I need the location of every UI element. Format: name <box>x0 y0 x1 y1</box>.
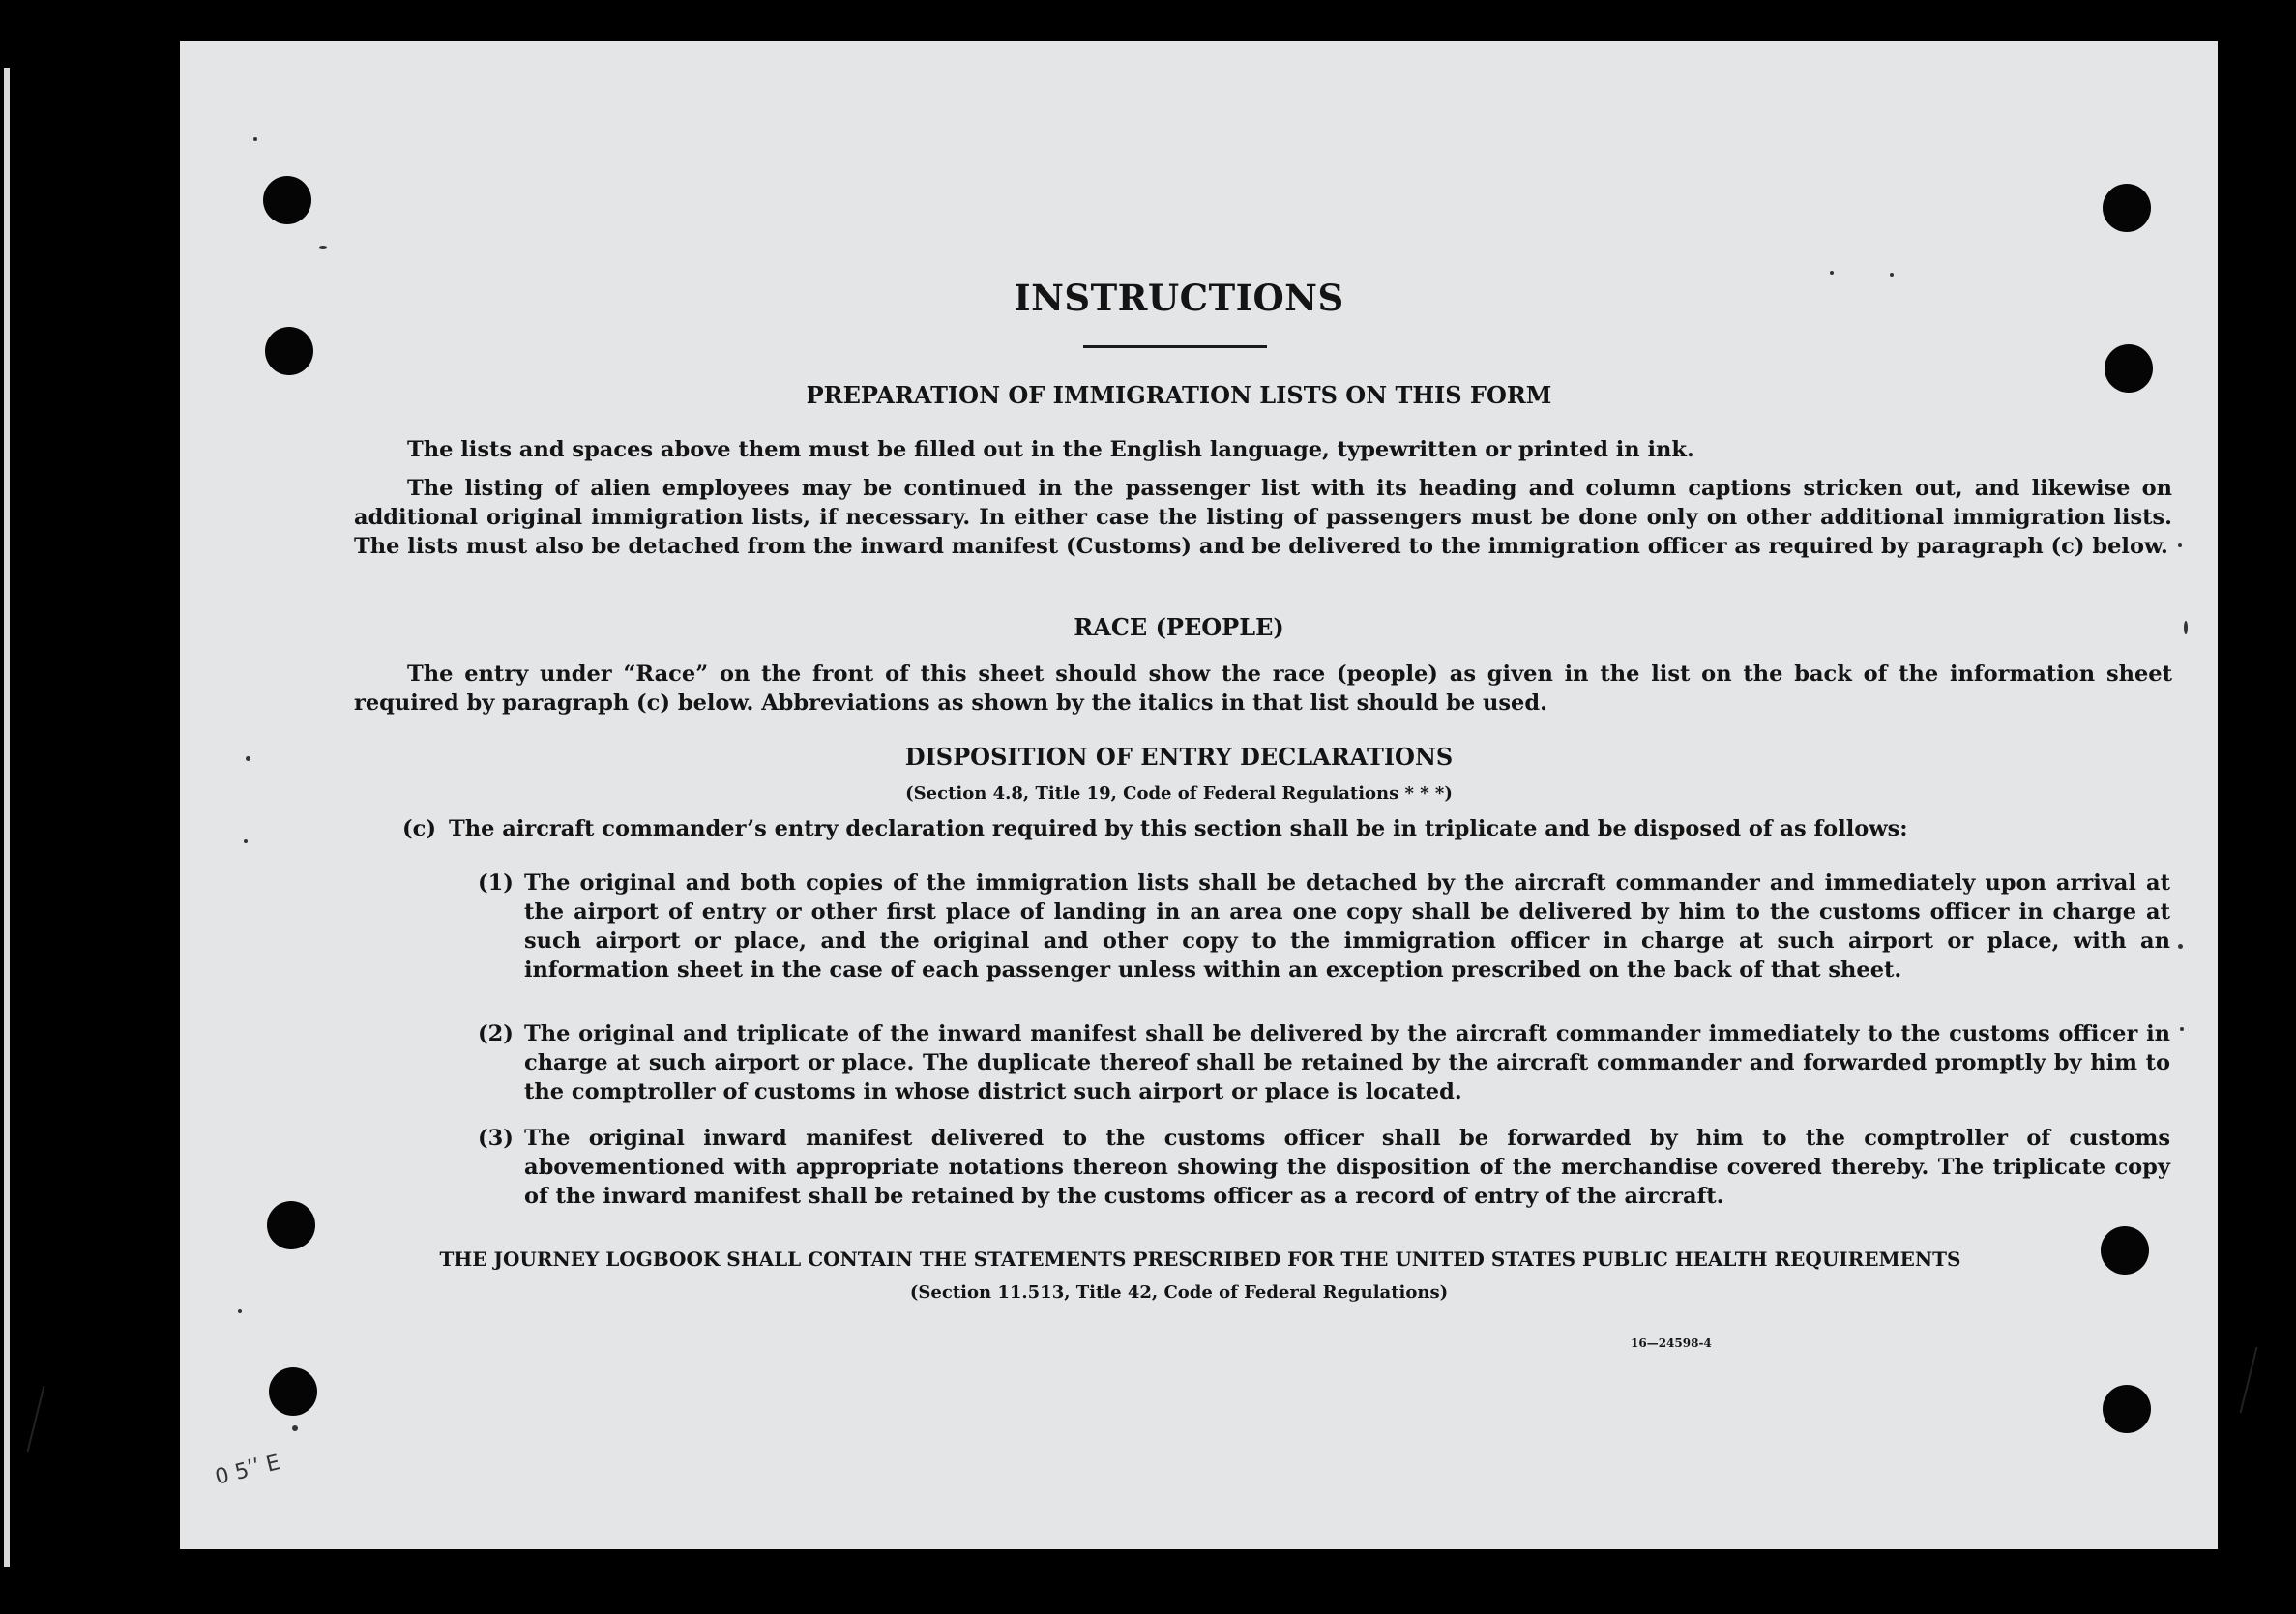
item-text: The original and both copies of the immigration lists shall be detached by the aircraft commander and immediately upon arrival at the airport of entry or other first place of landing in an area one copy shall be delivered by him to the customs officer in charge at such airport or place, and the original and other copy to the immigration officer in charge at such airport or place, with an information sheet in the case of each passenger unless within an exception prescribed on the back of that sheet. <box>524 870 2170 983</box>
disposition-citation: (Section 4.8, Title 19, Code of Federal Regulations * * *) <box>905 783 1453 804</box>
punch-hole <box>267 1201 315 1249</box>
item-text: The original and triplicate of the inward manifest shall be delivered by the aircraft commander immediately to the customs officer in charge at such airport or place. The duplicate thereof shall be retained by the aircraft commander and forwarded promptly by him to the comptroller of customs in whose district such airport or place is located. <box>524 1021 2170 1104</box>
document-page <box>180 41 2218 1549</box>
footer-statement: THE JOURNEY LOGBOOK SHALL CONTAIN THE STATEMENTS PRESCRIBED FOR THE UNITED STATES PUBLIC HEALTH REQUIREMENTS <box>439 1247 1961 1271</box>
speck <box>2178 543 2182 547</box>
form-number: 16—24598‑4 <box>1631 1336 1712 1350</box>
intro-label: (c) <box>402 816 436 841</box>
race-paragraph: The entry under “Race” on the front of this sheet should show the race (people) as given in the list on the back of the information sheet required by paragraph (c) below. Abbreviations as shown by the italics in that list should be used. <box>354 661 2172 716</box>
title-rule <box>1083 345 1267 348</box>
speck <box>253 137 257 141</box>
disposition-intro <box>402 814 2170 843</box>
speck <box>292 1425 298 1431</box>
footer-citation: (Section 11.513, Title 42, Code of Federal Regulations) <box>909 1282 1449 1303</box>
disposition-item-3 <box>478 1124 2170 1211</box>
speck <box>2184 621 2188 634</box>
section-heading-race: RACE (PEOPLE) <box>1074 613 1284 641</box>
item-label: (2) <box>478 1021 514 1046</box>
punch-hole <box>265 327 313 375</box>
speck <box>2178 944 2183 949</box>
speck <box>238 1309 242 1313</box>
scratch-mark <box>27 1386 45 1452</box>
preparation-paragraph-1: The lists and spaces above them must be filled out in the English language, typewritten or printed in ink. <box>407 437 1694 462</box>
item-label: (1) <box>478 870 514 895</box>
punch-hole <box>269 1367 317 1416</box>
page-title: INSTRUCTIONS <box>1014 277 1344 319</box>
speck <box>2180 1027 2184 1031</box>
pencil-note: 0 5ʹʹ E <box>212 1451 283 1490</box>
speck <box>319 246 327 249</box>
intro-text: The aircraft commander’s entry declaration required by this section shall be in triplicate and be disposed of as follows: <box>449 816 1908 841</box>
scratch-mark <box>2240 1347 2258 1413</box>
item-text: The original inward manifest delivered to the customs officer shall be forwarded by him to the comptroller of customs abovementioned with appropriate notations thereon showing the disposition of the merchandise covered thereby. The triplicate copy of the inward manifest shall be retained by the customs officer as a record of entry of the aircraft. <box>524 1126 2170 1209</box>
preparation-paragraph-2: The listing of alien employees may be continued in the passenger list with its heading and column captions stricken out, and likewise on additional original immigration lists, if necessary. In either case the listing of passengers must be done only on other additional immigration lists. The lists must also be detached from the inward manifest (Customs) and be delivered to the immigration officer as required by paragraph (c) below. <box>354 476 2172 559</box>
disposition-item-2 <box>478 1019 2170 1106</box>
punch-hole <box>263 176 311 224</box>
section-heading-disposition: DISPOSITION OF ENTRY DECLARATIONS <box>904 743 1454 771</box>
speck <box>1830 271 1834 275</box>
disposition-item-1 <box>478 868 2170 984</box>
speck <box>244 839 248 843</box>
punch-hole <box>2103 184 2151 232</box>
item-label: (3) <box>478 1126 514 1151</box>
section-heading-preparation: PREPARATION OF IMMIGRATION LISTS ON THIS FORM <box>806 381 1552 409</box>
punch-hole <box>2103 1385 2151 1433</box>
scan-edge <box>4 68 10 1567</box>
